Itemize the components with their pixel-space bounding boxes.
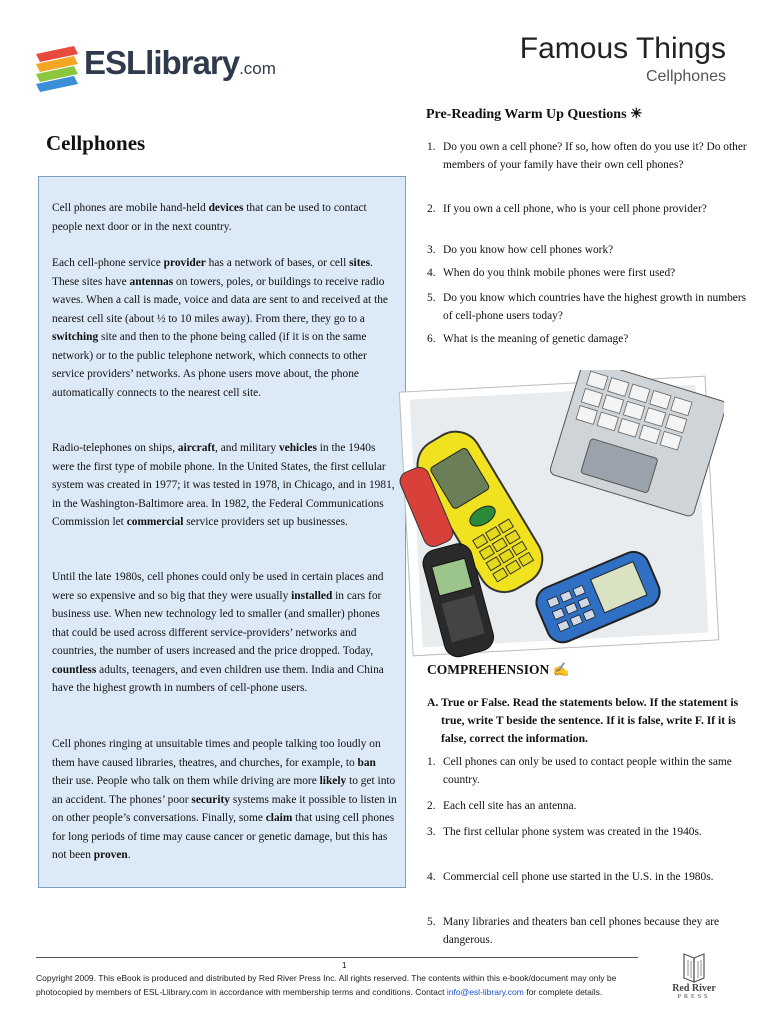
- reading-paragraph: Cell phones are mobile hand-held devices that can be used to contact people next door or in the next country.: [52, 202, 367, 233]
- warmup-question: 2. If you own a cell phone, who is your cell phone provider?: [427, 203, 707, 215]
- warmup-title: Pre-Reading Warm Up Questions ☀: [426, 107, 643, 122]
- warmup-question: 3. Do you know how cell phones work?: [427, 244, 614, 256]
- reading-paragraph: Cell phones ringing at unsuitable times and people talking too loudly on them have caused libraries, theatres, and churches, for example, to ban their use. People who talk on them while driving are more likely to get into an accident. The phones’ poor security systems make it possible to listen in on other people’s conversations. Finally, some claim that using cell phones for long periods of time may cause cancer or genetic damage, but this has not been proven.: [52, 738, 397, 861]
- series-subtitle: Cellphones: [645, 68, 726, 85]
- reading-paragraph: Radio-telephones on ships, aircraft, and military vehicles in the 1940s were the first type of mobile phone. In the United States, the first cellular system was created in 1977; it was tested in 1978, in Chicago, and in 1981, in the Washington-Baltimore area. In 1982, the Federal Communications Commission let commercial service providers set up businesses.: [52, 442, 395, 528]
- cellphones-illustration: [394, 370, 724, 660]
- warmup-question: 1. Do you own a cell phone? If so, how often do you use it? Do other members of your family have their own cell phones?: [427, 141, 747, 172]
- contact-email-link[interactable]: info@esl-library.com: [446, 987, 524, 997]
- series-title: Famous Things: [519, 32, 726, 65]
- comprehension-statement: 5. Many libraries and theaters ban cell phones because they are dangerous.: [427, 916, 720, 947]
- comprehension-statement: 1. Cell phones can only be used to contact people within the same country.: [427, 756, 732, 787]
- article-title: Cellphones: [46, 131, 146, 155]
- reading-paragraph: Each cell-phone service provider has a network of bases, or cell sites. These sites have antennas on towers, poles, or buildings to receive radio waves. When a call is made, voice and data are sent to and received at the nearest cell site (about ½ to 10 miles away). From there, they go to a switching site and then to the phone being called (if it is on the same network) or to the public telephone network, which connects to other service providers’ networks. As phone users move about, the phone automatically connects to the nearest cell site.: [52, 257, 388, 399]
- comprehension-instruction: A. True or False. Read the statements below. If the statement is true, write T beside the sentence. If it is false, write F. If it is false, correct the information.: [427, 696, 739, 746]
- comprehension-statement: 3. The first cellular phone system was created in the 1940s.: [427, 826, 702, 838]
- warmup-question: 6. What is the meaning of genetic damage?: [427, 333, 629, 345]
- reading-paragraph: Until the late 1980s, cell phones could only be used in certain places and were so expensive and so big that they were usually installed in cars for business use. When new technology led to smaller (and smaller) phones that could be used across different service-providers’ networks and countries, the number of users increased and the price dropped. Today, countless adults, teenagers, and even children use them. India and China have the highest growth in numbers of cell-phone users.: [52, 571, 384, 694]
- comprehension-statement: 2. Each cell site has an antenna.: [427, 800, 577, 812]
- warmup-question: 5. Do you know which countries have the highest growth in numbers of cell-phone users today?: [427, 292, 747, 323]
- page-number: 1: [342, 961, 347, 970]
- comprehension-statement: 4. Commercial cell phone use started in the U.S. in the 1980s.: [427, 871, 714, 883]
- footer-divider: [36, 957, 638, 958]
- warmup-question: 4. When do you think mobile phones were first used?: [427, 267, 676, 279]
- copyright-notice: Copyright 2009. This eBook is produced and distributed by Red River Press Inc. All rights reserved. The contents within this e-book/document may only be photocopied by members of ESL-Llibrary.com in accordance with membership terms and conditions. Contact info@esl-library.com for complete details.: [36, 973, 617, 997]
- publisher-name: Red River PRESS: [672, 983, 716, 1000]
- reading-passage-box: [38, 176, 406, 888]
- logo-wordmark: ESLlibrary.com: [84, 44, 276, 81]
- comprehension-title: COMPREHENSION ✍: [427, 662, 570, 677]
